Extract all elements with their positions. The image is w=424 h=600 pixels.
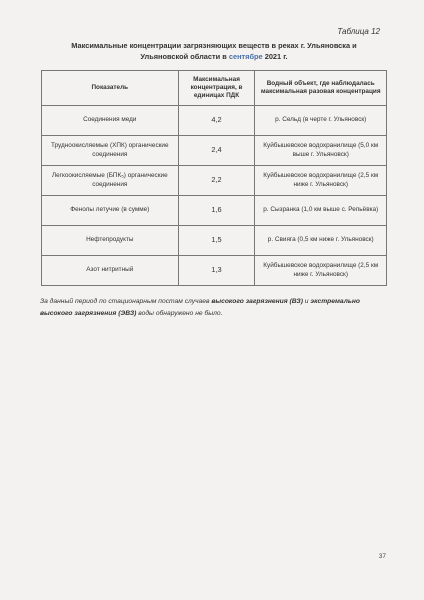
table-row	[42, 226, 387, 256]
table-header-row	[42, 71, 387, 106]
table-row	[42, 106, 387, 136]
note-conjunction: и	[302, 298, 311, 305]
cell-value: 4,2	[178, 106, 255, 136]
footnote-paragraph	[40, 296, 386, 321]
cell-water-body: Куйбышевское водохранилище (2,5 км ниже г. Ульяновск)	[255, 166, 387, 196]
title-text: Максимальные концентрации загрязняющих веществ в реках г. Ульяновска и Ульяновской области в	[71, 41, 357, 61]
cell-value: 1,5	[178, 226, 255, 256]
cell-value: 1,3	[178, 256, 255, 286]
cell-indicator: Соединения меди	[42, 106, 179, 136]
header-water-body: Водный объект, где наблюдалась максимальная разовая концентрация	[255, 71, 387, 106]
table-row	[42, 256, 387, 286]
note-extreme-pollution: экстремально высокого загрязнения (ЭВЗ)	[40, 298, 360, 318]
cell-value: 1,6	[178, 196, 255, 226]
cell-water-body: Куйбышевское водохранилище (5,0 км выше г. Ульяновск)	[255, 136, 387, 166]
cell-value: 2,4	[178, 136, 255, 166]
note-high-pollution: высокого загрязнения (ВЗ)	[211, 298, 303, 305]
page-number: 37	[378, 553, 386, 560]
header-indicator: Показатель	[42, 71, 179, 106]
cell-indicator: Фенолы летучие (в сумме)	[42, 196, 179, 226]
note-ending: воды обнаружено не было.	[136, 310, 223, 318]
cell-indicator: Азот нитритный	[42, 256, 179, 286]
header-max-concentration: Максимальная концентрация, в единицах ПДК	[178, 71, 255, 106]
table-row	[42, 166, 387, 196]
cell-indicator: Трудноокисляемые (ХПК) органические соединения	[42, 136, 179, 166]
table-label: Таблица 12	[337, 27, 380, 36]
cell-indicator: Легкоокисляемые (БПК₅) органические соединения	[42, 166, 179, 196]
concentration-table	[41, 70, 387, 286]
table-row	[42, 136, 387, 166]
title-year: 2021 г.	[262, 52, 288, 61]
page-title	[60, 40, 368, 62]
cell-indicator: Нефтепродукты	[42, 226, 179, 256]
title-month: сентябре	[228, 52, 263, 61]
cell-water-body: Куйбышевское водохранилище (2,5 км ниже г. Ульяновск)	[255, 256, 387, 286]
note-text: За данный период по стационарным постам случаев	[40, 298, 212, 305]
cell-water-body: р. Сельд (в черте г. Ульяновск)	[255, 106, 387, 136]
cell-water-body: р. Свияга (0,5 км ниже г. Ульяновск)	[255, 226, 387, 256]
table-row	[42, 196, 387, 226]
cell-water-body: р. Сызранка (1,0 км выше с. Репьёвка)	[255, 196, 387, 226]
cell-value: 2,2	[178, 166, 255, 196]
